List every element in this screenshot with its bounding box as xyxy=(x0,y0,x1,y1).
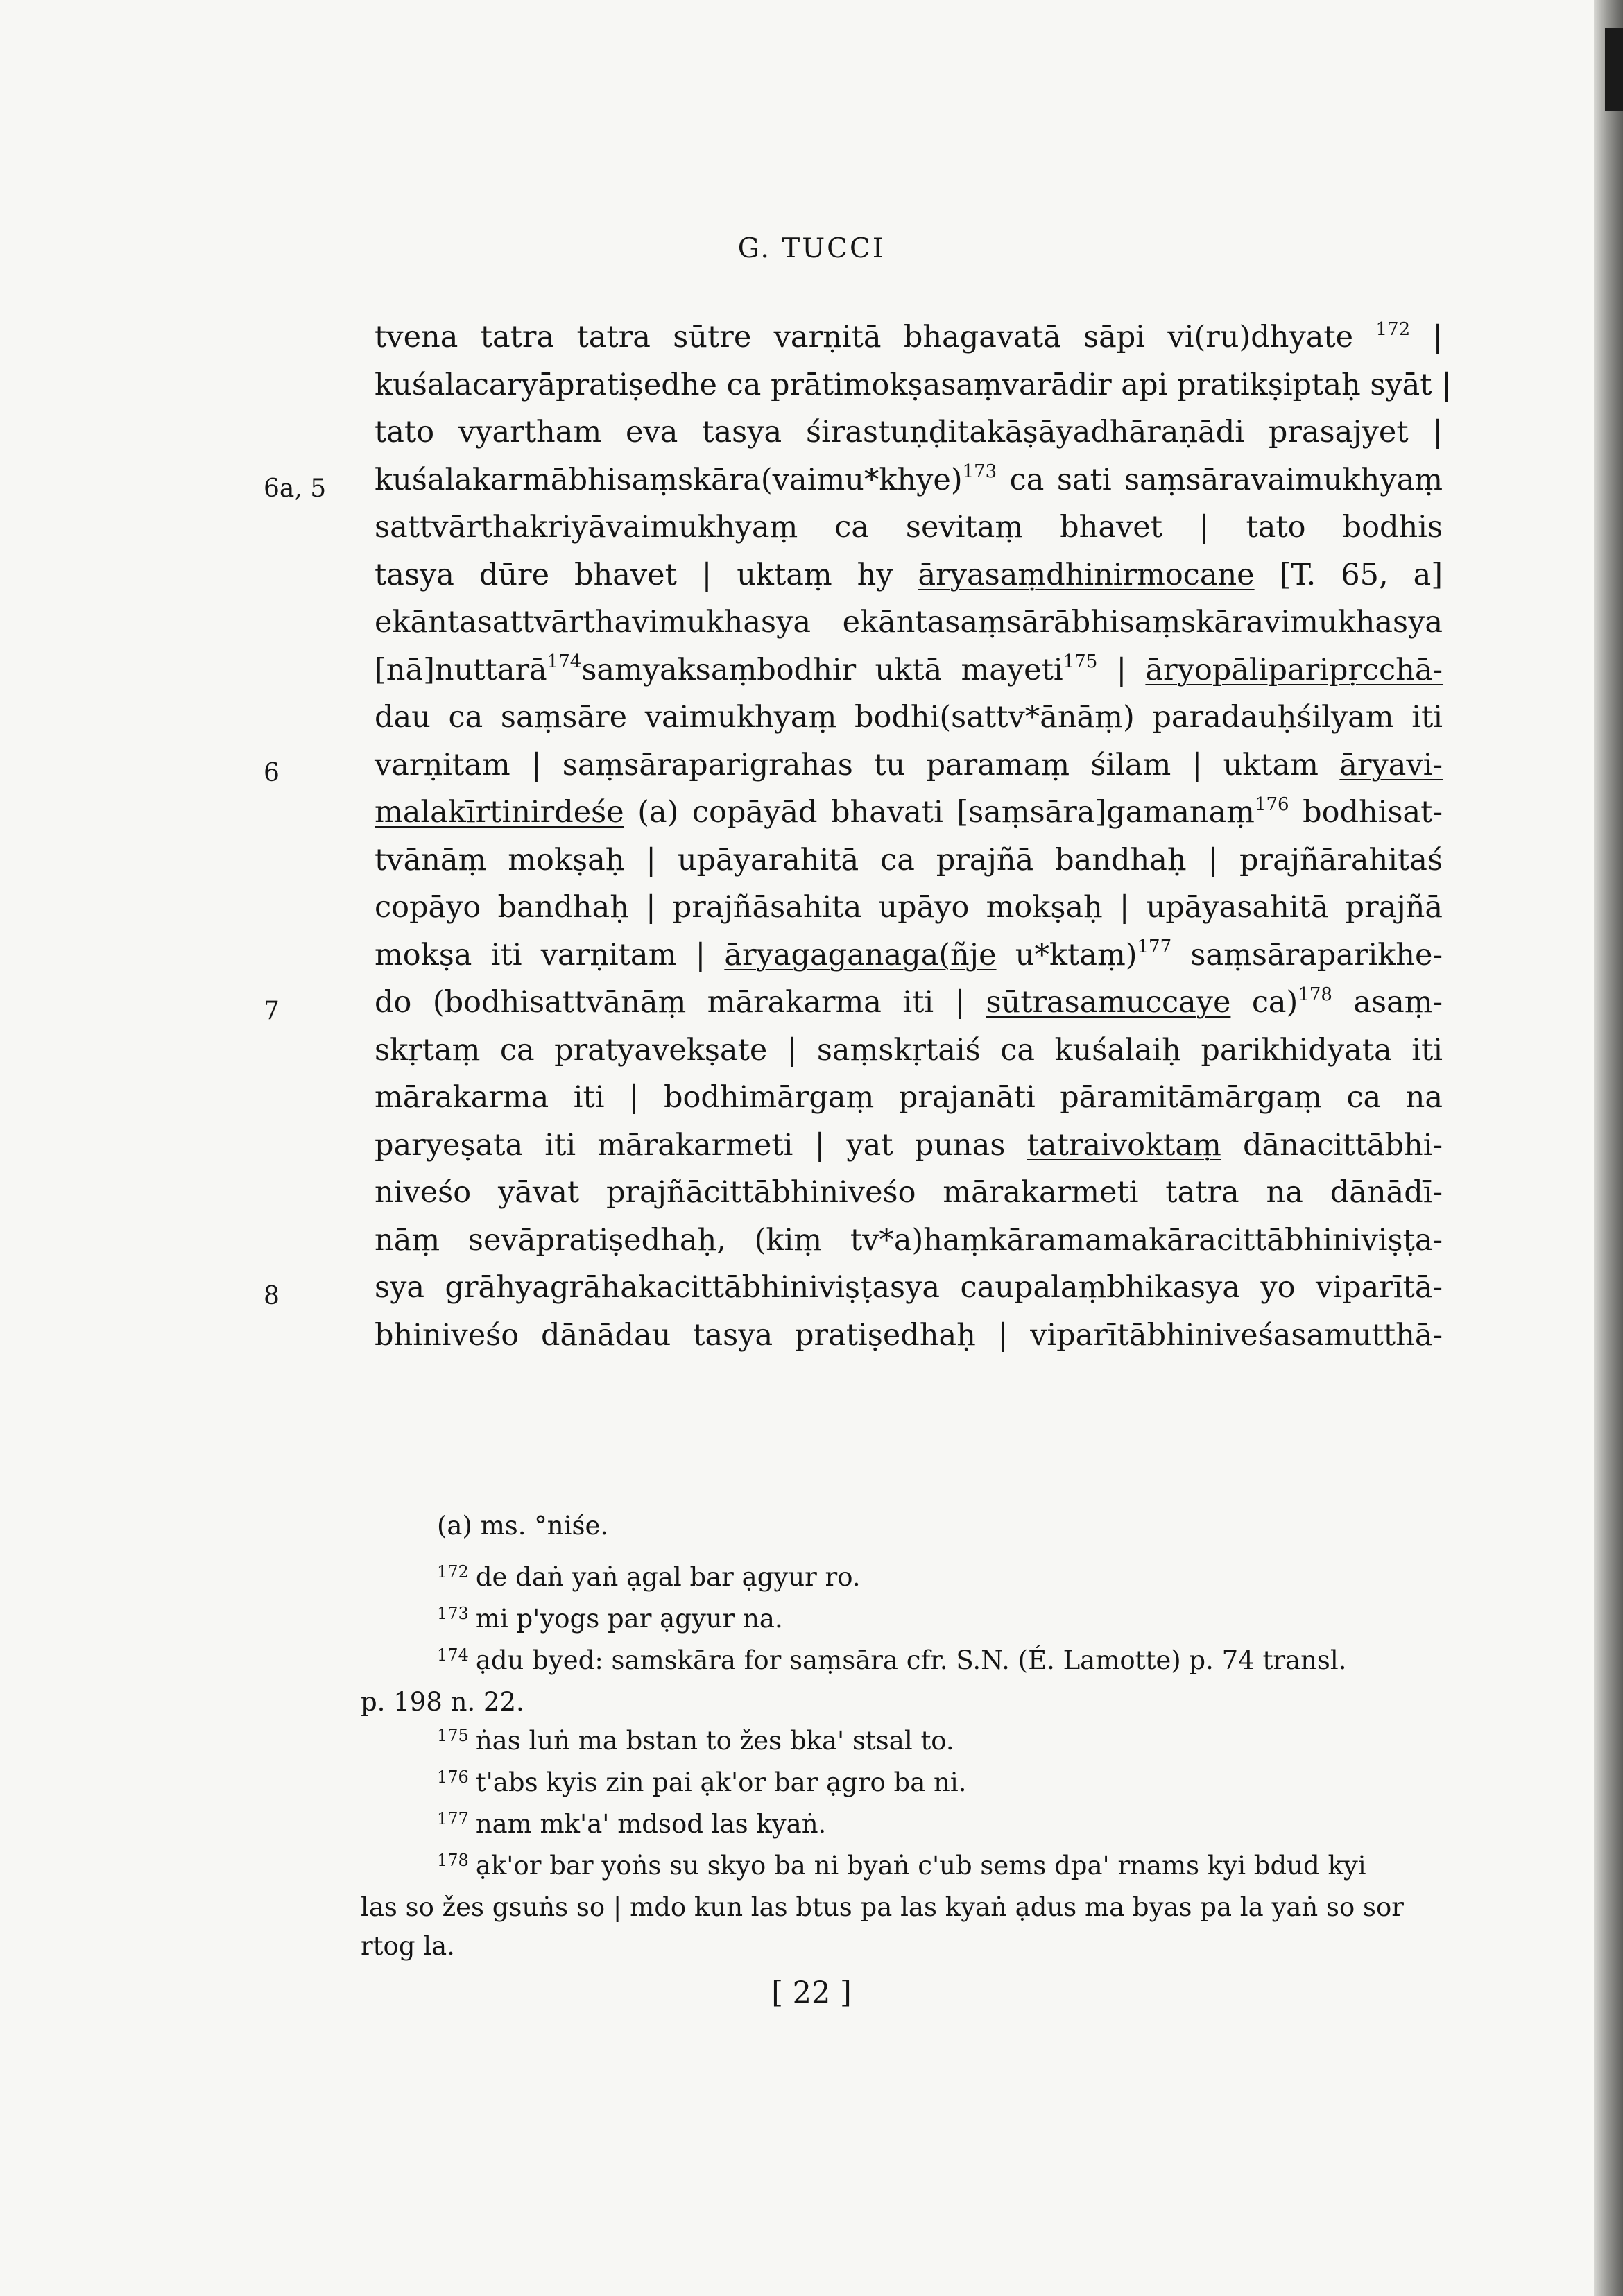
underlined-title: malakīrtinirdeśe xyxy=(375,795,624,830)
text-line: skṛtaṃ ca pratyavekṣate | saṃskṛtaiś ca kuśalaiḥ parikhidyata iti xyxy=(375,1032,1443,1068)
main-text xyxy=(375,314,1452,1359)
underlined-title: tatraivoktaṃ xyxy=(1027,1127,1221,1163)
footnote-178: $^{178}$ ạk'or bar yoṅs su skyo ba ni byaṅ c'ub sems dpa' rnams kyi bdud kyi xyxy=(437,1851,1366,1881)
footnote-a: (a) ms. °niśe. xyxy=(437,1511,609,1541)
text-line: tato vyartham eva tasya śirastuṇḍitakāṣāyadhāraṇādi prasajyet | xyxy=(375,415,1443,449)
footnote-175: $^{175}$ ṅas luṅ ma bstan to žes bka' stsal to. xyxy=(437,1726,954,1756)
text-line: kuśalakarmābhisaṃskāra(vaimu*khye)$^{173}$ ca sati saṃsāravaimukhyaṃ xyxy=(375,461,1443,497)
underlined-title: āryasaṃdhinirmocane xyxy=(918,557,1255,592)
footnote-173: $^{173}$ mi p'yogs par ạgyur na. xyxy=(437,1604,783,1634)
margin-number: 6 xyxy=(264,759,280,787)
text-line: bhiniveśo dānādau tasya pratiṣedhaḥ | viparītābhiniveśasamutthā- xyxy=(375,1317,1443,1353)
footnote-174: $^{174}$ ạdu byed: samskāra for saṃsāra cfr. S.N. (É. Lamotte) p. 74 transl. xyxy=(437,1645,1347,1675)
text-line: nāṃ sevāpratiṣedhaḥ, (kiṃ tv*a)haṃkāramamakāracittābhiniviṣṭa- xyxy=(375,1222,1443,1258)
page-edge-shadow xyxy=(1594,0,1623,2296)
text-line: tvena tatra tatra sūtre varṇitā bhagavatā sāpi vi(ru)dhyate $^{172}$ | xyxy=(375,318,1443,354)
text-line: mokṣa iti varṇitam | āryagaganaga(ñje u*ktaṃ)$^{177}$ saṃsāraparikhe- xyxy=(375,936,1443,973)
running-header: G. TUCCI xyxy=(737,233,886,264)
text-line: copāyo bandhaḥ | prajñāsahita upāyo mokṣaḥ | upāyasahitā prajñā xyxy=(375,890,1443,925)
footnote-177: $^{177}$ nam mk'a' mdsod las kyaṅ. xyxy=(437,1809,827,1839)
text-line: kuśalacaryāpratiṣedhe ca prātimokṣasaṃvarādir api pratikṣiptaḥ syāt | xyxy=(375,367,1452,402)
footnote-176: $^{176}$ t'abs kyis zin pai ạk'or bar ạgro ba ni. xyxy=(437,1767,967,1797)
underlined-title: āryagaganaga(ñje xyxy=(724,937,997,973)
text-line: do (bodhisattvānāṃ mārakarma iti | sūtrasamuccaye ca)$^{178}$ asaṃ- xyxy=(375,984,1443,1020)
text-line: varṇitam | saṃsāraparigrahas tu paramaṃ śilam | uktam āryavi- xyxy=(375,747,1443,782)
text-line: tvānāṃ mokṣaḥ | upāyarahitā ca prajñā bandhaḥ | prajñārahitaś xyxy=(375,842,1443,877)
text-line: dau ca saṃsāre vaimukhyaṃ bodhi(sattv*ānāṃ) paradauḥśilyam iti xyxy=(375,700,1443,735)
page-number: [ 22 ] xyxy=(771,1976,852,2010)
footnote-172: $^{172}$ de daṅ yaṅ ạgal bar ạgyur ro. xyxy=(437,1562,861,1592)
page-edge-mark xyxy=(1605,28,1623,111)
text-line: malakīrtinirdeśe (a) copāyād bhavati [saṃsāra]gamanaṃ$^{176}$ bodhisat- xyxy=(375,794,1443,830)
footnote-178-continued: rtog la. xyxy=(361,1931,455,1961)
text-line: paryeṣata iti mārakarmeti | yat punas tatraivoktaṃ dānacittābhi- xyxy=(375,1127,1443,1163)
margin-number: 6a, 5 xyxy=(264,474,327,503)
underlined-title: sūtrasamuccaye xyxy=(986,985,1231,1020)
footnote-174-continued: p. 198 n. 22. xyxy=(361,1687,524,1717)
underlined-title: āryopāliparipṛcchā- xyxy=(1145,652,1443,687)
text-line: sattvārthakriyāvaimukhyaṃ ca sevitaṃ bhavet | tato bodhis xyxy=(375,510,1443,545)
text-line: [nā]nuttarā$^{174}$samyaksaṃbodhir uktā mayeti$^{175}$ | āryopāliparipṛcchā- xyxy=(375,651,1443,687)
text-line: sya grāhyagrāhakacittābhiniviṣṭasya caupalaṃbhikasya yo viparītā- xyxy=(375,1270,1443,1305)
text-line: tasya dūre bhavet | uktaṃ hy āryasaṃdhinirmocane [T. 65, a] xyxy=(375,557,1443,592)
margin-number: 8 xyxy=(264,1282,280,1310)
text-line: mārakarma iti | bodhimārgaṃ prajanāti pāramitāmārgaṃ ca na xyxy=(375,1080,1443,1115)
footnote-178-continued: las so žes gsuṅs so | mdo kun las btus pa las kyaṅ ạdus ma byas pa la yaṅ so sor xyxy=(361,1892,1404,1922)
margin-number: 7 xyxy=(264,997,280,1025)
text-line: niveśo yāvat prajñācittābhiniveśo mārakarmeti tatra na dānādī- xyxy=(375,1175,1443,1210)
footnotes xyxy=(361,1507,1443,1966)
underlined-title: āryavi- xyxy=(1339,747,1443,782)
text-line: ekāntasattvārthavimukhasya ekāntasaṃsārābhisaṃskāravimukhasya xyxy=(375,605,1443,640)
